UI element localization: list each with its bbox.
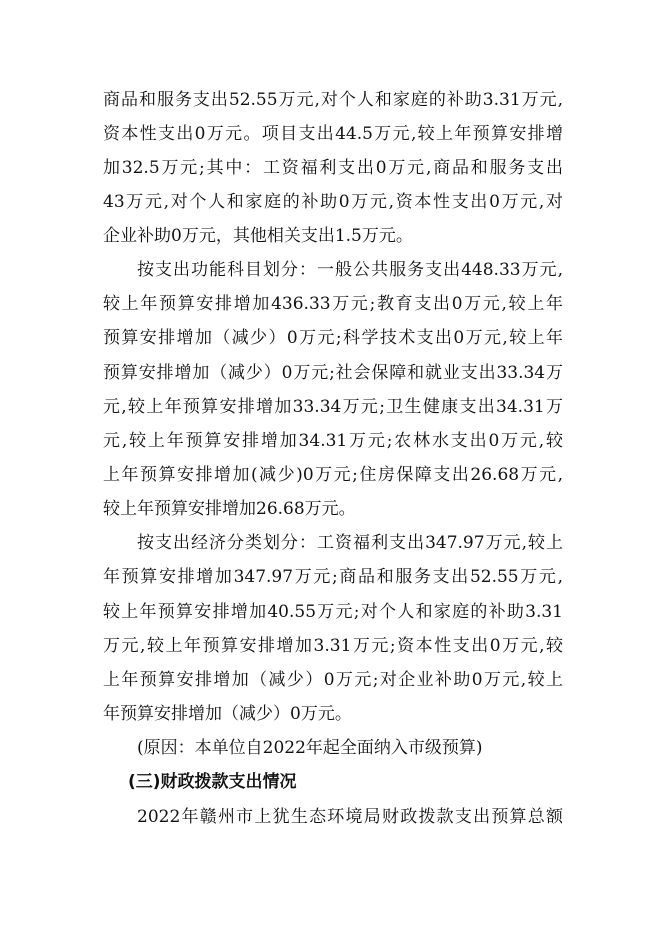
paragraph-line: 预算安排增加（减少）0万元;社会保障和就业支出33.34万 bbox=[103, 363, 563, 383]
paragraph-line: 商品和服务支出52.55万元,对个人和家庭的补助3.31万元, bbox=[103, 90, 563, 110]
paragraph-line: 上年预算安排增加（减少）0万元;对企业补助0万元,较上 bbox=[103, 670, 563, 690]
paragraph-line: 2022年赣州市上犹生态环境局财政拨款支出预算总额 bbox=[137, 807, 563, 827]
paragraph-line: 43万元,对个人和家庭的补助0万元,资本性支出0万元,对 bbox=[103, 192, 563, 212]
paragraph-line: 企业补助0万元，其他相关支出1.5万元。 bbox=[103, 226, 413, 246]
paragraph-line: 按支出功能科目划分：一般公共服务支出448.33万元, bbox=[137, 260, 563, 280]
section-heading: (三)财政拨款支出情况 bbox=[128, 772, 297, 792]
reason-note: (原因：本单位自2022年起全面纳入市级预算) bbox=[137, 738, 483, 758]
paragraph-line: 预算安排增加（减少）0万元;科学技术支出0万元,较上年 bbox=[103, 328, 563, 348]
paragraph-line: 上年预算安排增加(减少)0万元;住房保障支出26.68万元, bbox=[103, 465, 563, 485]
paragraph-line: 年预算安排增加347.97万元;商品和服务支出52.55万元, bbox=[103, 567, 563, 587]
paragraph-line: 较上年预算安排增加40.55万元;对个人和家庭的补助3.31 bbox=[103, 602, 563, 622]
paragraph-line: 元,较上年预算安排增加33.34万元;卫生健康支出34.31万 bbox=[103, 397, 563, 417]
paragraph-line: 资本性支出0万元。项目支出44.5万元,较上年预算安排增 bbox=[103, 124, 563, 144]
paragraph-line: 年预算安排增加（减少）0万元。 bbox=[103, 704, 352, 724]
paragraph-line: 较上年预算安排增加26.68万元。 bbox=[103, 499, 356, 519]
paragraph-line: 元,较上年预算安排增加34.31万元;农林水支出0万元,较 bbox=[103, 431, 563, 451]
paragraph-line: 加32.5万元;其中：工资福利支出0万元,商品和服务支出 bbox=[103, 158, 563, 178]
paragraph-line: 按支出经济分类划分：工资福利支出347.97万元,较上 bbox=[137, 533, 563, 553]
paragraph-line: 较上年预算安排增加436.33万元;教育支出0万元,较上年 bbox=[103, 294, 563, 314]
paragraph-line: 万元,较上年预算安排增加3.31万元;资本性支出0万元,较 bbox=[103, 636, 563, 656]
